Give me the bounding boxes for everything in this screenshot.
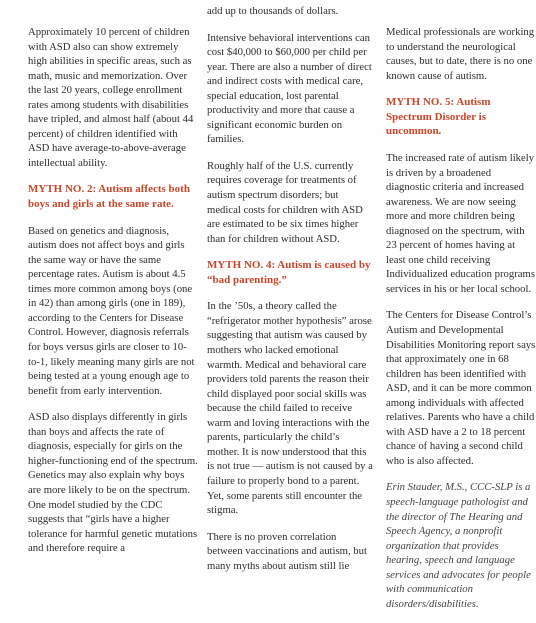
paragraph: ASD also displays differently in girls than boys and affects the rate of diagnosis, especially for girls on the higher-functioning end of the spectrum. Genetics may also explain why boys are more likely to be on the spectrum. One model studied by the CDC suggests that “girls have a higher tolerance for harmful genetic mutations and therefore require a (28, 411, 198, 555)
paragraph: Medical professionals are working to understand the neurological causes, but to date, there is no one known cause of autism. (386, 26, 535, 82)
paragraph: Approximately 10 percent of children with ASD also can show extremely high abilities in specific areas, such as math, music and memorization. Over the last 20 years, college enrollment rates among students with disabilities have tripled, and almost half (about 44 percent) of children identified with ASD have average-to-above-average intellectual ability. (28, 26, 194, 169)
author-bio: Erin Stauder, M.S., CCC-SLP is a speech-language pathologist and the director of The Hearing and Speech Agency, a nonprofit organization that provides hearing, speech and language services and advocates for people with communication disorders/disabilities. (386, 481, 531, 610)
paragraph: In the ’50s, a theory called the “refrigerator mother hypothesis” arose suggesting that autism was caused by mothers who lacked emotional warmth. Medical and behavioral care providers told parents the reason their child displayed poor social skills was because the child failed to receive warm and loving interactions with the parents, particularly the child’s mother. It is now understood that this is not true — autism is not caused by a failure to properly bond to a parent. Yet, some parents still encounter the stigma. (207, 300, 373, 517)
paragraph: The increased rate of autism likely is driven by a broadened diagnostic criteria and increased awareness. We are now seeing more and more children being diagnosed on the spectrum, with 23 percent of homes having at least one child receiving Individualized education programs services in his or her local school. (386, 151, 535, 295)
paragraph: add up to thousands of dollars. (207, 5, 339, 17)
myth-5-heading: MYTH NO. 5: Autism Spectrum Disorder is uncommon. (386, 96, 491, 138)
paragraph: The Centers for Disease Control’s Autism and Developmental Disabilities Monitoring report says that approximately one in 68 children has been identified with ASD, and it can be more common among individuals with affected relatives. Parents who have a child with ASD have a 2 to 18 percent chance of having a second child who is also affected. (386, 309, 536, 467)
paragraph: There is no proven correlation between vaccinations and autism, but many myths about autism still lie (207, 530, 367, 572)
article-column-2 (207, 4, 373, 585)
myth-4-heading: MYTH NO. 4: Autism is caused by “bad parenting.” (207, 259, 371, 286)
paragraph: Based on genetics and diagnosis, autism does not affect boys and girls the same way or have the same percentage rates. Autism is about 4.5 times more common among boys (one in 42) than among girls (one in 189), according to the Centers for Disease Control. However, diagnosis referrals for boys versus girls are closer to 10-to-1, likely meaning many girls are not being tested at a young enough age to benefit from early intervention. (28, 224, 195, 397)
paragraph: Intensive behavioral interventions can cost $40,000 to $60,000 per child per year. There are also a number of direct and indirect costs with medical care, special education, lost parental productivity and more that cause a significant economic burden on families. (207, 31, 372, 146)
paragraph: Roughly half of the U.S. currently requires coverage for treatments of autism spectrum disorders; but medical costs for children with ASD are estimated to be six times higher than for children without ASD. (207, 159, 363, 245)
article-column-1 (28, 25, 198, 568)
myth-2-heading: MYTH NO. 2: Autism affects both boys and girls at the same rate. (28, 183, 190, 211)
article-column-3 (386, 25, 536, 623)
